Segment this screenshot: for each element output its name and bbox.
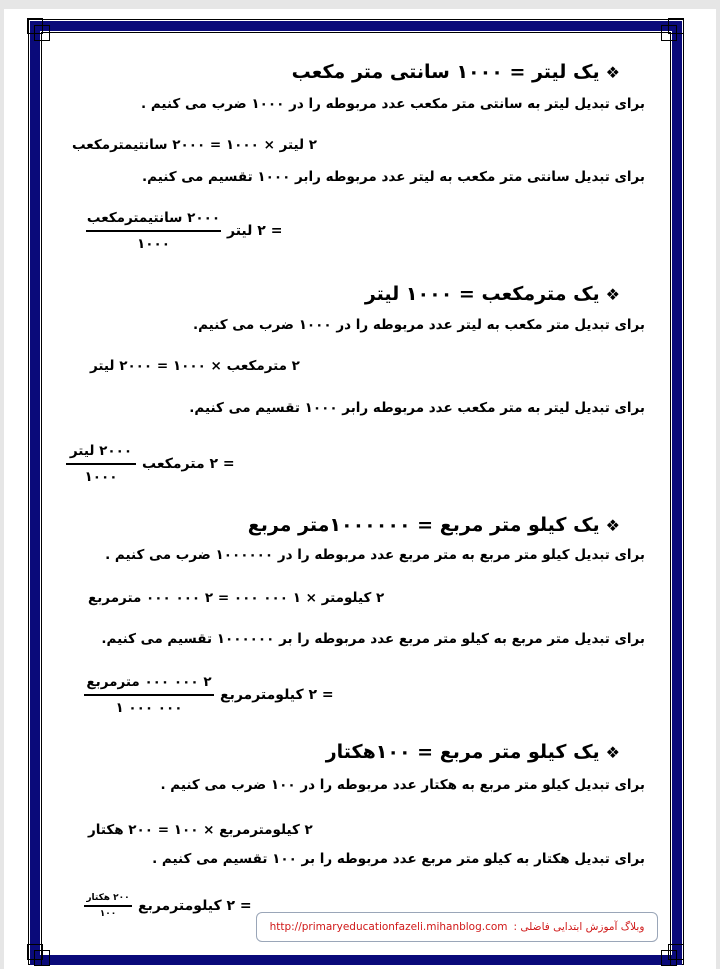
fraction-denominator: ۱۰۰۰	[84, 468, 118, 485]
fraction-denominator: ۱۰۰۰	[137, 235, 170, 252]
border-corner-ornament	[34, 950, 50, 966]
multiply-example: ۲ کیلومتر × ۱ ۰۰۰ ۰۰۰ = ۲ ۰۰۰ ۰۰۰ مترمربع	[88, 590, 385, 606]
border-corner-ornament	[661, 25, 677, 41]
divide-instruction: برای تبدیل سانتی متر مکعب به لیتر عدد مربوطه رابر ۱۰۰۰ تقسیم می کنیم.	[142, 169, 645, 185]
bullet-diamond-icon: ❖	[605, 285, 620, 304]
section-heading: ❖یک مترمکعب = ۱۰۰۰ لیتر	[364, 283, 620, 305]
division-fraction	[86, 210, 282, 252]
multiply-example: ۲ لیتر × ۱۰۰۰ = ۲۰۰۰ سانتیمترمکعب	[72, 137, 318, 153]
divide-instruction: برای تبدیل هکتار به کیلو متر مربع عدد مربوطه را بر ۱۰۰ تقسیم می کنیم .	[152, 851, 645, 867]
divide-instruction: برای تبدیل متر مربع به کیلو متر مربع عدد مربوطه را بر ۱۰۰۰۰۰۰ تقسیم می کنیم.	[101, 631, 645, 647]
fraction-result: = ۲ لیتر	[227, 222, 283, 239]
bullet-diamond-icon: ❖	[605, 743, 620, 762]
divide-instruction: برای تبدیل لیتر به متر مکعب عدد مربوطه رابر ۱۰۰۰ تقسیم می کنیم.	[189, 400, 645, 416]
fraction-denominator: ۱ ۰۰۰ ۰۰۰	[115, 699, 183, 716]
multiply-instruction: برای تبدیل لیتر به سانتی متر مکعب عدد مربوطه را در ۱۰۰۰ ضرب می کنیم .	[140, 96, 645, 112]
fraction-numerator: ۲۰۰ هکتار	[86, 893, 130, 903]
division-fraction	[84, 893, 252, 919]
section-heading: ❖یک کیلو متر مربع = ۱۰۰۰۰۰۰متر مربع	[247, 514, 620, 536]
blog-link-box[interactable]	[256, 912, 658, 942]
multiply-example: ۲ مترمکعب × ۱۰۰۰ = ۲۰۰۰ لیتر	[90, 358, 300, 374]
bullet-diamond-icon: ❖	[605, 63, 620, 82]
multiply-example: ۲ کیلومترمربع × ۱۰۰ = ۲۰۰ هکتار	[88, 822, 313, 838]
border-corner-ornament	[34, 25, 50, 41]
fraction-numerator: ۲ ۰۰۰ ۰۰۰ مترمربع	[86, 674, 212, 690]
blog-url[interactable]: http://primaryeducationfazeli.mihanblog.com	[269, 921, 508, 933]
fraction-result: = ۲ کیلومترمربع	[220, 686, 334, 703]
bullet-diamond-icon: ❖	[605, 516, 620, 535]
division-fraction	[66, 443, 235, 485]
section-heading: ❖یک لیتر = ۱۰۰۰ سانتی متر مکعب	[291, 61, 620, 83]
section-heading: ❖یک کیلو متر مربع = ۱۰۰هکتار	[325, 741, 620, 763]
fraction-result: = ۲ کیلومترمربع	[138, 897, 252, 914]
fraction-numerator: ۲۰۰۰ سانتیمترمکعب	[86, 210, 221, 226]
multiply-instruction: برای تبدیل کیلو متر مربع به هکتار عدد مربوطه را در ۱۰۰ ضرب می کنیم .	[160, 777, 645, 793]
multiply-instruction: برای تبدیل کیلو متر مربع به متر مربع عدد مربوطه را در ۱۰۰۰۰۰۰ ضرب می کنیم .	[105, 547, 645, 563]
fraction-result: = ۲ مترمکعب	[142, 455, 235, 472]
blog-label: وبلاگ آموزش ابتدایی فاضلی :	[513, 921, 645, 933]
division-fraction	[84, 674, 334, 716]
fraction-numerator: ۲۰۰۰ لیتر	[69, 443, 133, 459]
multiply-instruction: برای تبدیل متر مکعب به لیتر عدد مربوطه را در ۱۰۰۰ ضرب می کنیم.	[192, 317, 645, 333]
border-corner-ornament	[661, 950, 677, 966]
fraction-denominator: ۱۰۰	[99, 908, 117, 919]
